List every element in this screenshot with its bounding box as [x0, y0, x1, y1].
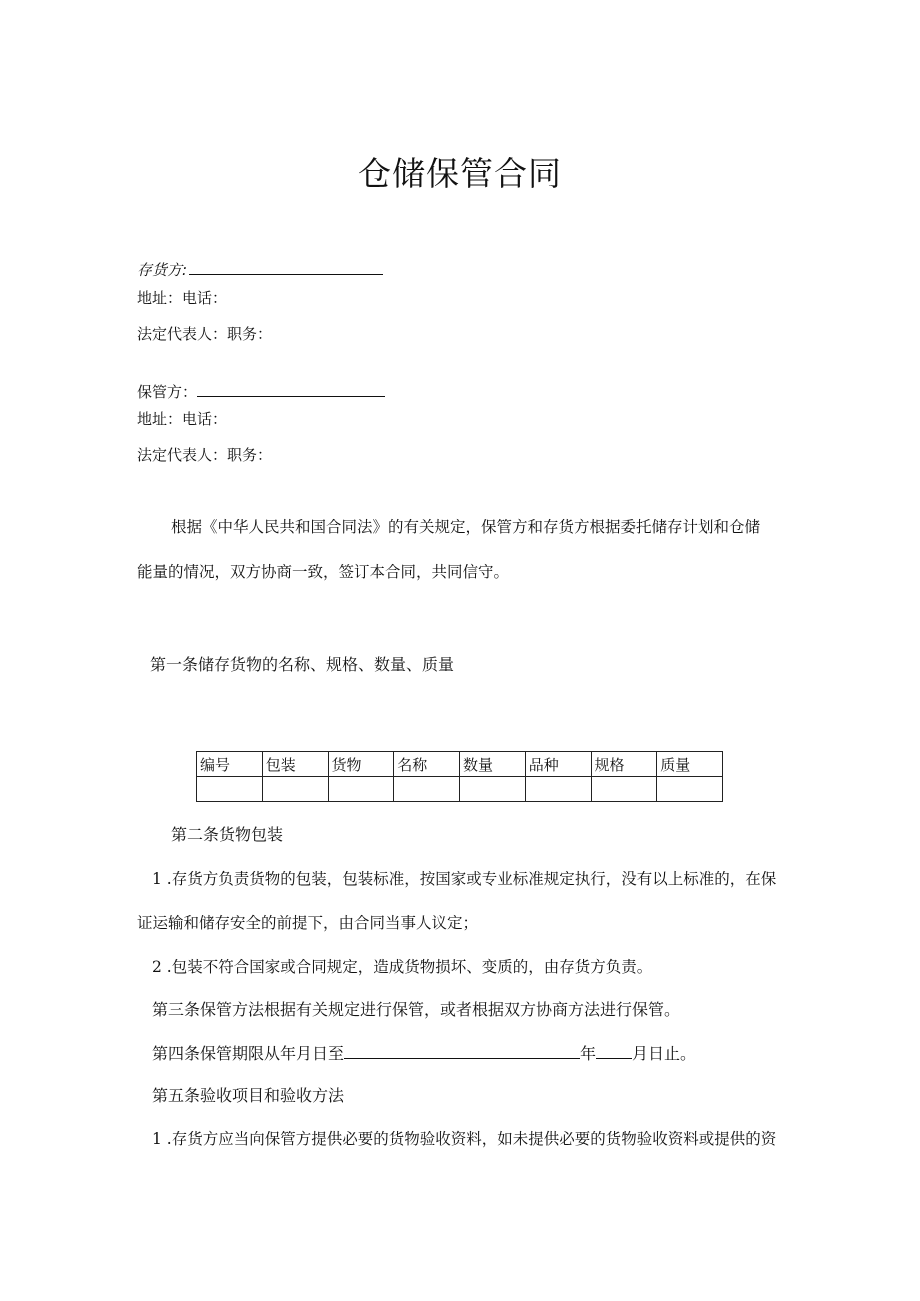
table-cell [262, 777, 328, 802]
article-1-heading: 第一条储存货物的名称、规格、数量、质量 [150, 655, 455, 674]
depositor-line [137, 259, 383, 280]
depositor-legal-rep: 法定代表人：职务： [137, 325, 273, 343]
goods-table [196, 751, 723, 802]
article-2-item-1-line-1: 1 .存货方负责货物的包装，包装标准，按国家或专业标准规定执行，没有以上标准的，在保 [152, 870, 777, 888]
article-5-item-1: 1 .存货方应当向保管方提供必要的货物验收资料，如未提供必要的货物验收资料或提供的资 [152, 1130, 777, 1148]
article-2-item-2: 2 .包装不符合国家或合同规定，造成货物损坏、变质的，由存货方负责。 [152, 958, 653, 976]
article-4-year: 年 [580, 1044, 597, 1063]
keeper-legal-rep: 法定代表人：职务： [137, 446, 273, 464]
article-4-line [152, 1041, 696, 1064]
end-month-blank [596, 1044, 632, 1059]
table-cell [394, 777, 460, 802]
table-cell [657, 777, 723, 802]
article-4-suffix: 月日止。 [632, 1044, 697, 1063]
table-header-cell: 货物 [328, 752, 394, 777]
article-2-heading: 第二条货物包装 [171, 825, 284, 844]
table-header-cell: 质量 [657, 752, 723, 777]
table-header-cell: 名称 [394, 752, 460, 777]
preamble-line-2: 能量的情况，双方协商一致，签订本合同，共同信守。 [137, 563, 510, 581]
table-cell [328, 777, 394, 802]
keeper-address-phone: 地址：电话： [137, 410, 228, 428]
table-cell [460, 777, 526, 802]
keeper-name-blank [197, 382, 385, 397]
preamble-line-1: 根据《中华人民共和国合同法》的有关规定，保管方和存货方根据委托储存计划和仓储 [171, 518, 761, 536]
article-5-heading: 第五条验收项目和验收方法 [152, 1086, 345, 1105]
table-header-row [197, 752, 723, 777]
table-cell [197, 777, 263, 802]
depositor-address-phone: 地址：电话： [137, 289, 228, 307]
table-header-cell: 品种 [525, 752, 591, 777]
table-cell [591, 777, 657, 802]
table-header-cell: 包装 [262, 752, 328, 777]
table-cell [525, 777, 591, 802]
article-4-prefix: 第四条保管期限从年月日至 [152, 1044, 345, 1063]
table-header-cell: 规格 [591, 752, 657, 777]
article-2-item-1-line-2: 证运输和储存安全的前提下，由合同当事人议定； [137, 914, 479, 932]
depositor-name-blank [189, 260, 383, 275]
keeper-label: 保管方： [137, 383, 198, 401]
article-3-text: 第三条保管方法根据有关规定进行保管，或者根据双方协商方法进行保管。 [152, 1000, 681, 1019]
end-date-blank [344, 1044, 580, 1059]
table-header-cell: 数量 [460, 752, 526, 777]
page-title: 仓储保管合同 [358, 154, 562, 193]
table-row [197, 777, 723, 802]
depositor-label: 存货方: [137, 261, 188, 279]
table-header-cell: 编号 [197, 752, 263, 777]
keeper-line [137, 381, 385, 402]
